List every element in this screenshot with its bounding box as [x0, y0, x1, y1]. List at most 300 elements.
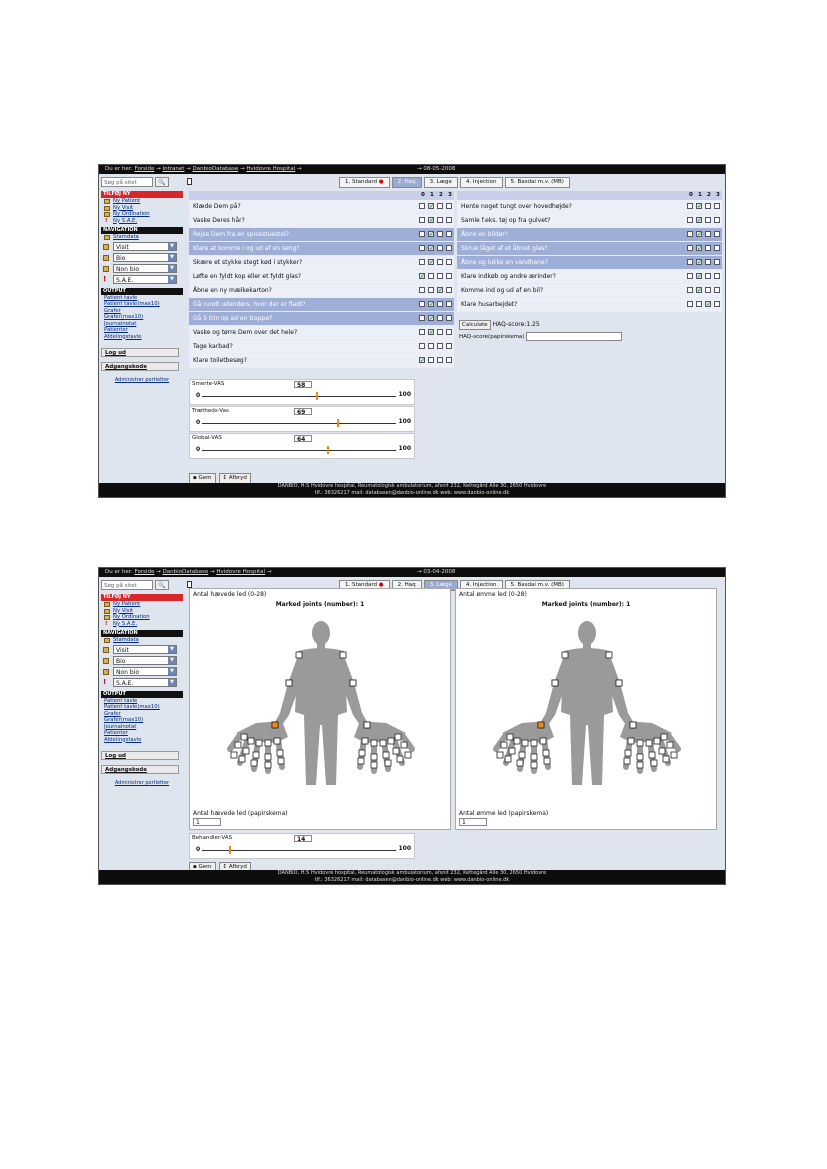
tab-standard[interactable]: 1. Standard ● — [339, 580, 390, 591]
tender-joints-panel — [455, 588, 717, 830]
visit-select[interactable]: Visit ▼ — [113, 242, 177, 251]
vas-value-input[interactable]: 64 — [294, 435, 312, 442]
breadcrumb: Du er her: Forside → Intranet → DanbioDatabase → Hvidovre Hospital → → 08-05-2008 — [99, 165, 725, 174]
bio-select[interactable]: Bio ▼ — [113, 656, 177, 665]
tab-standard[interactable]: 1. Standard ● — [339, 177, 390, 188]
joint-marker[interactable] — [243, 748, 249, 754]
score-checkbox[interactable] — [446, 301, 452, 307]
score-checkbox[interactable] — [446, 287, 452, 293]
score-checkbox[interactable] — [437, 231, 443, 237]
score-checkbox[interactable] — [705, 245, 711, 251]
vas-behandler: Behandler-VAS 14 0 100 — [189, 833, 415, 859]
new-ordination-link[interactable]: Ny Ordination — [101, 614, 183, 621]
cancel-button[interactable]: ↕ Afbryd — [219, 473, 251, 484]
output-link[interactable]: Patient tavle(max10) — [104, 301, 160, 307]
score-checkbox[interactable]: ✓ — [429, 315, 435, 322]
search-button[interactable]: 🔍 — [155, 580, 169, 590]
joint-marker[interactable] — [663, 756, 669, 762]
vas-slider-handle[interactable] — [316, 392, 318, 400]
joint-marker[interactable] — [514, 738, 520, 744]
joint-marker[interactable] — [531, 740, 537, 746]
score-checkbox[interactable]: ✓ — [697, 203, 703, 210]
score-checkbox[interactable] — [419, 245, 425, 251]
score-checkbox[interactable]: ✓ — [429, 203, 435, 210]
joint-marker[interactable] — [272, 722, 278, 728]
chevron-down-icon: ▼ — [168, 243, 176, 250]
output-link[interactable]: Patienter — [104, 327, 128, 333]
score-checkbox[interactable] — [419, 315, 425, 321]
score-checkbox[interactable] — [419, 329, 425, 335]
joint-marker[interactable] — [517, 760, 523, 766]
vas-slider-handle[interactable] — [327, 446, 329, 454]
question-label: Komme ind og ud af en bil? — [461, 287, 544, 294]
question-label: Rejse Dem fra en spisestuestol? — [193, 231, 290, 238]
joint-marker[interactable] — [265, 762, 271, 768]
output-link[interactable]: Patient tavle(max10) — [104, 704, 160, 710]
score-checkbox[interactable] — [446, 217, 452, 223]
score-checkbox[interactable] — [705, 231, 711, 237]
score-checkbox[interactable] — [419, 217, 425, 223]
score-checkbox[interactable] — [687, 217, 693, 223]
vas-slider-handle[interactable] — [229, 846, 231, 854]
score-checkbox[interactable]: ✓ — [697, 231, 703, 238]
document-icon — [104, 206, 110, 211]
joint-marker[interactable] — [241, 734, 247, 740]
score-checkbox[interactable] — [696, 301, 702, 307]
tender-paper-input[interactable]: 1 — [459, 818, 487, 826]
scale-label: 2 — [707, 192, 711, 198]
score-checkbox[interactable] — [705, 203, 711, 209]
tab-bar — [339, 177, 570, 188]
question-label: Klare toiletbesøg? — [193, 357, 247, 364]
joint-marker[interactable] — [231, 752, 237, 758]
question-row — [189, 214, 454, 228]
joint-marker[interactable] — [359, 750, 365, 756]
output-link[interactable]: Grafer — [104, 307, 121, 314]
joint-marker[interactable] — [497, 752, 503, 758]
score-checkbox[interactable]: ✓ — [697, 217, 703, 224]
score-checkbox[interactable] — [446, 231, 452, 237]
new-patient-link[interactable]: Ny Patient — [101, 198, 183, 205]
panel-title: Antal hævede led (0-28) — [193, 591, 267, 598]
score-checkbox[interactable] — [714, 245, 720, 251]
joint-marker[interactable] — [651, 760, 657, 766]
joint-marker[interactable] — [637, 762, 643, 768]
bio-select[interactable]: Bio ▼ — [113, 253, 177, 262]
haq-paper-input[interactable] — [526, 332, 622, 341]
score-checkbox[interactable]: ✓ — [420, 273, 426, 280]
joint-marker[interactable] — [362, 738, 368, 744]
dot-icon: ● — [378, 582, 384, 588]
score-checkbox[interactable] — [446, 343, 452, 349]
joint-marker[interactable] — [667, 742, 673, 748]
search-input[interactable]: Søg på sitet — [101, 177, 153, 187]
joint-marker[interactable] — [274, 738, 280, 744]
search-input[interactable]: Søg på sitet — [101, 580, 153, 590]
joint-marker[interactable] — [531, 762, 537, 768]
question-label: Vaske og tørre Dem over det hele? — [193, 329, 298, 336]
scale-label: 3 — [716, 192, 720, 198]
score-checkbox[interactable] — [419, 203, 425, 209]
vas-value-input[interactable]: 58 — [294, 381, 312, 388]
score-checkbox[interactable] — [714, 203, 720, 209]
joint-marker[interactable] — [235, 742, 241, 748]
folder-icon — [103, 658, 109, 664]
score-checkbox[interactable] — [705, 217, 711, 223]
score-checkbox[interactable]: ✓ — [429, 329, 435, 336]
swollen-joints-panel — [189, 588, 451, 830]
breadcrumb-database[interactable]: DanbioDatabase — [162, 569, 209, 575]
new-sae-link[interactable]: ! Ny S.A.E. — [105, 620, 138, 627]
score-checkbox[interactable] — [419, 287, 425, 293]
joint-marker[interactable] — [659, 748, 665, 754]
cancel-icon: ↕ — [222, 475, 228, 481]
document-icon — [103, 244, 109, 250]
document-icon — [104, 609, 110, 614]
joint-marker[interactable] — [397, 756, 403, 762]
output-link[interactable]: Journalnotat — [104, 723, 137, 730]
score-checkbox[interactable]: ✓ — [697, 245, 703, 252]
tilfoej-header: TILFØJ NY — [101, 191, 183, 198]
search-button[interactable]: 🔍 — [155, 177, 169, 187]
joint-marker[interactable] — [606, 652, 612, 658]
joint-marker[interactable] — [265, 754, 271, 760]
score-checkbox[interactable] — [446, 357, 452, 363]
score-checkbox[interactable] — [714, 273, 720, 279]
score-checkbox[interactable] — [437, 217, 443, 223]
joint-marker[interactable] — [630, 722, 636, 728]
question-row — [189, 228, 454, 242]
question-label: Løfte en fyldt kop eller et fyldt glas? — [193, 273, 302, 280]
output-link[interactable]: Afdelingstavle — [104, 736, 142, 743]
tab-injection[interactable]: 4. Injection — [460, 177, 503, 188]
joint-marker[interactable] — [405, 752, 411, 758]
page-icon — [187, 581, 192, 588]
chevron-down-icon: ▼ — [168, 646, 176, 653]
joint-marker[interactable] — [628, 738, 634, 744]
sae-select[interactable]: S.A.E. ▼ — [113, 275, 177, 284]
tab-laege[interactable]: 3. Læge — [424, 580, 458, 591]
breadcrumb-hospital[interactable]: Hvidovre Hospital — [246, 166, 296, 172]
score-checkbox[interactable]: ✓ — [438, 287, 444, 294]
joint-marker[interactable] — [531, 754, 537, 760]
marked-joints: Marked joints (number): 1 — [275, 601, 365, 608]
joint-marker[interactable] — [383, 752, 389, 758]
joint-marker[interactable] — [296, 652, 302, 658]
output-link[interactable]: Grafer(max10) — [104, 314, 144, 320]
visit-select[interactable]: Visit ▼ — [113, 645, 177, 654]
cancel-icon: ↕ — [222, 864, 228, 870]
joint-marker[interactable] — [519, 752, 525, 758]
score-checkbox[interactable] — [419, 259, 425, 265]
chevron-down-icon: ▼ — [168, 254, 176, 261]
joint-marker[interactable] — [625, 750, 631, 756]
question-label: Klare at komme i og ud af en seng? — [193, 245, 300, 252]
score-checkbox[interactable] — [446, 315, 452, 321]
score-checkbox[interactable] — [687, 231, 693, 237]
folder-icon — [103, 669, 109, 675]
joint-marker[interactable] — [509, 748, 515, 754]
swollen-paper-input[interactable]: 1 — [193, 818, 221, 826]
vas-slider-track[interactable] — [202, 423, 396, 424]
output-link[interactable]: Grafer(max10) — [104, 717, 144, 723]
score-checkbox[interactable] — [437, 203, 443, 209]
joint-marker[interactable] — [637, 754, 643, 760]
vas-traethed: Trætheds-Vas 69 0 100 — [189, 406, 415, 432]
output-link[interactable]: Afdelingstavle — [104, 333, 142, 340]
save-button[interactable]: ▪ Gem — [189, 862, 216, 873]
haq-score-label: HAQ-score: — [492, 321, 527, 328]
score-checkbox[interactable] — [428, 273, 434, 279]
score-checkbox[interactable] — [687, 273, 693, 279]
question-label: Skære et stykke stegt kød i stykker? — [193, 259, 303, 266]
navigation-header: NAVIGATION — [101, 227, 183, 234]
screenshot-haq — [98, 164, 726, 498]
score-checkbox[interactable] — [437, 329, 443, 335]
score-checkbox[interactable]: ✓ — [697, 259, 703, 266]
score-checkbox[interactable] — [428, 287, 434, 293]
tilfoej-header: TILFØJ NY — [101, 594, 183, 601]
tab-basdai[interactable]: 5. Basdai m.v. (MB) — [505, 580, 570, 591]
joint-marker[interactable] — [552, 680, 558, 686]
save-button[interactable]: ▪ Gem — [189, 473, 216, 484]
new-visit-link[interactable]: Ny Visit — [101, 608, 183, 615]
vas-slider-track[interactable] — [202, 396, 396, 397]
joint-marker[interactable] — [350, 680, 356, 686]
joint-marker[interactable] — [388, 738, 394, 744]
score-checkbox[interactable] — [446, 203, 452, 209]
tab-haq[interactable]: 2. Haq — [392, 177, 422, 188]
joint-marker[interactable] — [265, 740, 271, 746]
footer: DANBIO, H:S Hvidovre hospital, Reumatologisk ambulatorium, afsnit 232, Kettegård Alle 30, 2650 Hvidovre tlf.: 36326217 mail: databasen@danbio-online.dk web: www.danbio-online.dk — [99, 483, 725, 497]
joint-marker[interactable] — [385, 760, 391, 766]
score-checkbox[interactable] — [687, 259, 693, 265]
joint-marker[interactable] — [253, 752, 259, 758]
joint-marker[interactable] — [562, 652, 568, 658]
score-checkbox[interactable] — [446, 273, 452, 279]
breadcrumb-database[interactable]: DanbioDatabase — [192, 166, 239, 172]
score-checkbox[interactable] — [446, 259, 452, 265]
question-label: Skrue låget af et åbnet glas? — [461, 245, 548, 252]
score-checkbox[interactable] — [428, 343, 434, 349]
paper-label: Antal hævede led (papirskema) — [193, 810, 288, 817]
output-link[interactable]: Grafer — [104, 710, 121, 717]
tab-injection[interactable]: 4. Injection — [460, 580, 503, 591]
score-checkbox[interactable]: ✓ — [429, 301, 435, 308]
joint-marker[interactable] — [371, 740, 377, 746]
new-ordination-link[interactable]: Ny Ordination — [101, 211, 183, 218]
joint-marker[interactable] — [624, 758, 630, 764]
output-link[interactable]: Patient tavle — [104, 294, 138, 301]
joint-marker[interactable] — [358, 758, 364, 764]
joint-marker[interactable] — [393, 748, 399, 754]
joint-marker[interactable] — [371, 762, 377, 768]
cancel-button[interactable]: ↕ Afbryd — [219, 862, 251, 873]
score-checkbox[interactable] — [705, 259, 711, 265]
nonbio-select[interactable]: Non bio ▼ — [113, 667, 177, 676]
score-checkbox[interactable] — [714, 217, 720, 223]
question-row — [457, 228, 722, 242]
joint-marker[interactable] — [538, 722, 544, 728]
password-button[interactable]: Adgangskode — [101, 362, 179, 371]
question-label: Vaske Deres hår? — [193, 217, 245, 224]
new-patient-link[interactable]: Ny Patient — [101, 601, 183, 608]
question-row — [189, 242, 454, 256]
score-checkbox[interactable] — [705, 287, 711, 293]
score-checkbox[interactable]: ✓ — [420, 357, 426, 364]
score-checkbox[interactable] — [714, 301, 720, 307]
output-link[interactable]: Patienter — [104, 730, 128, 736]
score-checkbox[interactable] — [687, 245, 693, 251]
vas-slider-track[interactable] — [202, 450, 396, 451]
output-link[interactable]: Journalnotat — [104, 320, 137, 327]
score-checkbox[interactable] — [446, 245, 452, 251]
score-checkbox[interactable] — [446, 329, 452, 335]
sae-select[interactable]: S.A.E. ▼ — [113, 678, 177, 687]
document-icon — [103, 647, 109, 653]
tab-laege[interactable]: 3. Læge — [424, 177, 458, 188]
paper-label: Antal ømme led (papirskema) — [459, 810, 549, 817]
patient-icon — [104, 638, 110, 643]
joint-marker[interactable] — [649, 752, 655, 758]
tab-basdai[interactable]: 5. Basdai m.v. (MB) — [505, 177, 570, 188]
joint-marker[interactable] — [646, 740, 652, 746]
stamdata-link[interactable]: Stamdata — [101, 234, 183, 241]
joint-marker[interactable] — [544, 758, 550, 764]
score-checkbox[interactable]: ✓ — [697, 287, 703, 294]
stamdata-link[interactable]: Stamdata — [101, 637, 183, 644]
new-sae-link[interactable]: ! Ny S.A.E. — [105, 217, 138, 224]
logout-button[interactable]: Log ud — [101, 751, 179, 760]
vas-slider-handle[interactable] — [337, 419, 339, 427]
question-label: Gå 5 trin op ad en trappe? — [193, 315, 273, 322]
score-checkbox[interactable]: ✓ — [429, 245, 435, 252]
joint-marker[interactable] — [239, 756, 245, 762]
sidebar — [101, 177, 183, 383]
breadcrumb-forside[interactable]: Forside — [134, 569, 155, 575]
score-checkbox[interactable] — [714, 259, 720, 265]
calculate-button[interactable]: Calculate — [459, 320, 491, 330]
scale-header — [457, 191, 722, 200]
joint-marker[interactable] — [251, 760, 257, 766]
joint-marker[interactable] — [286, 680, 292, 686]
score-checkbox[interactable] — [437, 273, 443, 279]
score-checkbox[interactable] — [437, 357, 443, 363]
save-icon: ▪ — [193, 475, 197, 481]
joint-marker[interactable] — [671, 752, 677, 758]
body-figure-icon — [226, 617, 416, 787]
joint-marker[interactable] — [654, 738, 660, 744]
breadcrumb: Du er her: Forside → DanbioDatabase → Hvidovre Hospital → → 03-04-2008 — [99, 568, 725, 577]
score-checkbox[interactable]: ✓ — [706, 301, 712, 308]
haq-questions-left — [189, 191, 454, 368]
joint-marker[interactable] — [380, 740, 386, 746]
joint-marker[interactable] — [395, 734, 401, 740]
score-checkbox[interactable] — [687, 203, 693, 209]
joint-marker[interactable] — [278, 758, 284, 764]
joint-marker[interactable] — [248, 738, 254, 744]
new-visit-link[interactable]: Ny Visit — [101, 205, 183, 212]
question-row — [189, 200, 454, 214]
navigation-header: NAVIGATION — [101, 630, 183, 637]
joint-marker[interactable] — [543, 750, 549, 756]
joint-marker[interactable] — [501, 742, 507, 748]
joint-marker[interactable] — [340, 652, 346, 658]
vas-value-input[interactable]: 69 — [294, 408, 312, 415]
score-checkbox[interactable] — [419, 231, 425, 237]
score-checkbox[interactable] — [437, 315, 443, 321]
breadcrumb-intranet[interactable]: Intranet — [162, 166, 185, 172]
scale-header — [189, 191, 454, 200]
joint-marker[interactable] — [522, 740, 528, 746]
score-checkbox[interactable] — [428, 357, 434, 363]
logout-button[interactable]: Log ud — [101, 348, 179, 357]
question-row — [457, 270, 722, 284]
joint-marker[interactable] — [616, 680, 622, 686]
question-label: Samle f.eks. tøj op fra gulvet? — [461, 217, 551, 224]
score-checkbox[interactable]: ✓ — [429, 217, 435, 224]
joint-marker[interactable] — [637, 740, 643, 746]
joint-marker[interactable] — [507, 734, 513, 740]
haq-score-value: 1.25 — [526, 321, 540, 328]
score-checkbox[interactable]: ✓ — [429, 231, 435, 238]
joint-marker[interactable] — [277, 750, 283, 756]
right-arm-shape — [343, 653, 370, 731]
score-checkbox[interactable] — [437, 259, 443, 265]
score-checkbox[interactable] — [437, 343, 443, 349]
scale-label: 0 — [421, 192, 425, 198]
breadcrumb-hospital[interactable]: Hvidovre Hospital — [216, 569, 266, 575]
body-figure-icon — [492, 617, 682, 787]
score-checkbox[interactable] — [437, 245, 443, 251]
score-checkbox[interactable] — [687, 301, 693, 307]
score-checkbox[interactable] — [714, 231, 720, 237]
password-button[interactable]: Adgangskode — [101, 765, 179, 774]
score-checkbox[interactable] — [419, 301, 425, 307]
screenshot-laege — [98, 567, 726, 885]
score-checkbox[interactable] — [687, 287, 693, 293]
breadcrumb-forside[interactable]: Forside — [134, 166, 155, 172]
question-row — [189, 326, 454, 340]
page-icon — [187, 178, 192, 185]
joint-marker[interactable] — [371, 754, 377, 760]
score-checkbox[interactable] — [714, 287, 720, 293]
question-row — [457, 242, 722, 256]
visit-date: → 08-05-2008 — [417, 166, 456, 172]
output-header: OUTPUT — [101, 288, 183, 295]
chevron-down-icon: ▼ — [168, 265, 176, 272]
score-checkbox[interactable] — [419, 343, 425, 349]
joint-marker[interactable] — [505, 756, 511, 762]
joint-marker[interactable] — [540, 738, 546, 744]
output-link[interactable]: Patient tavle — [104, 697, 138, 704]
admin-portlets-link[interactable]: Administrer portletter — [114, 780, 170, 786]
score-checkbox[interactable]: ✓ — [429, 259, 435, 266]
joint-marker[interactable] — [256, 740, 262, 746]
tab-haq[interactable]: 2. Haq — [392, 580, 422, 591]
left-arm-shape — [538, 653, 565, 731]
joint-marker[interactable] — [661, 734, 667, 740]
joint-marker[interactable] — [401, 742, 407, 748]
admin-portlets-link[interactable]: Administrer portletter — [114, 377, 170, 383]
vas-value-input[interactable]: 14 — [294, 835, 312, 842]
score-checkbox[interactable] — [705, 273, 711, 279]
haq-paper-row: HAQ-score(papirskema) — [459, 332, 622, 341]
nonbio-select[interactable]: Non bio ▼ — [113, 264, 177, 273]
score-checkbox[interactable] — [437, 301, 443, 307]
score-checkbox[interactable]: ✓ — [697, 273, 703, 280]
joint-marker[interactable] — [364, 722, 370, 728]
